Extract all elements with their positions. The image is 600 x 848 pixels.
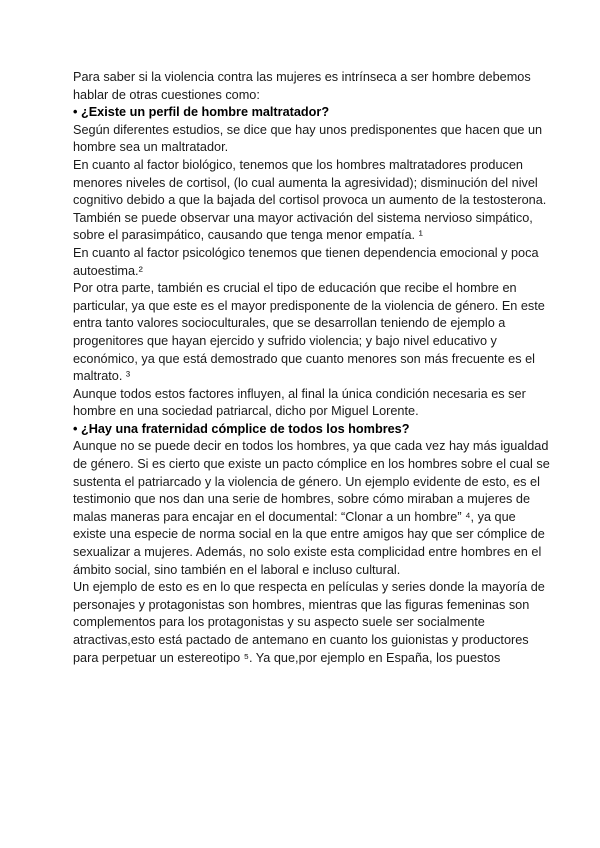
body-text-line: complementos para los protagonistas y su aspecto suele ser socialmente xyxy=(73,615,485,630)
body-text-line: Según diferentes estudios, se dice que hay unos predisponentes que hacen que un xyxy=(73,122,543,137)
section-heading: • ¿Hay una fraternidad cómplice de todos los hombres? xyxy=(73,421,410,436)
body-text-line: autoestima.² xyxy=(73,263,143,278)
body-text-line: Un ejemplo de esto es en lo que respecta en películas y series donde la mayoría de xyxy=(73,580,545,595)
body-text-line: Por otra parte, también es crucial el tipo de educación que recibe el hombre en xyxy=(73,281,517,296)
body-text-line: También se puede observar una mayor activación del sistema nervioso simpático, xyxy=(73,210,533,225)
body-text-line: personajes y protagonistas son hombres, mientras que las figuras femeninas son xyxy=(73,597,530,612)
body-text-line: hablar de otras cuestiones como: xyxy=(73,87,260,102)
body-text-line: testimonio que nos dan una serie de hombres, sobre cómo miraban a mujeres de xyxy=(73,492,531,507)
body-text-line: progenitores que hayan ejercido y sufrido violencia; y bajo nivel educativo y xyxy=(73,333,497,348)
body-text-line: Aunque todos estos factores influyen, al final la única condición necesaria es ser xyxy=(73,386,526,401)
body-text-line: cognitivo debido a que la bajada del cortisol provoca un aumento de la testosterona. xyxy=(73,193,547,208)
body-text-line: sustenta el patriarcado y la violencia de género. Un ejemplo evidente de esto, es el xyxy=(73,474,540,489)
body-text-line: Para saber si la violencia contra las mujeres es intrínseca a ser hombre debemos xyxy=(73,70,531,84)
body-text-line: malas maneras para encajar en el documental: “Clonar a un hombre” ⁴, ya que xyxy=(73,509,516,524)
body-text-line: entra tanto valores socioculturales, que se desarrollan teniendo de ejemplo a xyxy=(73,316,506,331)
body-text-line: particular, ya que este es el mayor predisponente de la violencia de género. En este xyxy=(73,298,545,313)
body-text-line: para perpetuar un estereotipo ⁵. Ya que,por ejemplo en España, los puestos xyxy=(73,650,501,665)
body-text-line: sobre el parasimpático, causando que tenga menor empatía. ¹ xyxy=(73,228,423,243)
section-heading: • ¿Existe un perfil de hombre maltratador? xyxy=(73,105,330,120)
body-text-line: existe una especie de norma social en la que entre amigos hay que ser cómplice de xyxy=(73,527,545,542)
body-text-line: hombre sea un maltratador. xyxy=(73,140,229,155)
body-text-line: maltrato. ³ xyxy=(73,369,131,384)
body-text-line: menores niveles de cortisol, (lo cual aumenta la agresividad); disminución del nivel xyxy=(73,175,538,190)
document-body xyxy=(73,69,580,667)
body-text-line: económico, ya que está demostrado que cuanto menores son más frecuente es el xyxy=(73,351,535,366)
body-text-line: En cuanto al factor psicológico tenemos que tienen dependencia emocional y poca xyxy=(73,245,539,260)
body-text-line: atractivas,esto está pactado de antemano en cuanto los guionistas y productores xyxy=(73,633,529,647)
body-text-line: ámbito social, sino también en el laboral e incluso cultural. xyxy=(73,562,401,577)
body-text-line: Aunque no se puede decir en todos los hombres, ya que cada vez hay más igualdad xyxy=(73,439,549,454)
body-text-line: hombre en una sociedad patriarcal, dicho por Miguel Lorente. xyxy=(73,404,419,419)
body-text-line: sexualizar a mujeres. Además, no solo existe esta complicidad entre hombres en el xyxy=(73,545,542,560)
body-text-line: de género. Si es cierto que existe un pacto cómplice en los hombres sobre el cual se xyxy=(73,457,550,472)
body-text-line: En cuanto al factor biológico, tenemos que los hombres maltratadores producen xyxy=(73,157,523,172)
